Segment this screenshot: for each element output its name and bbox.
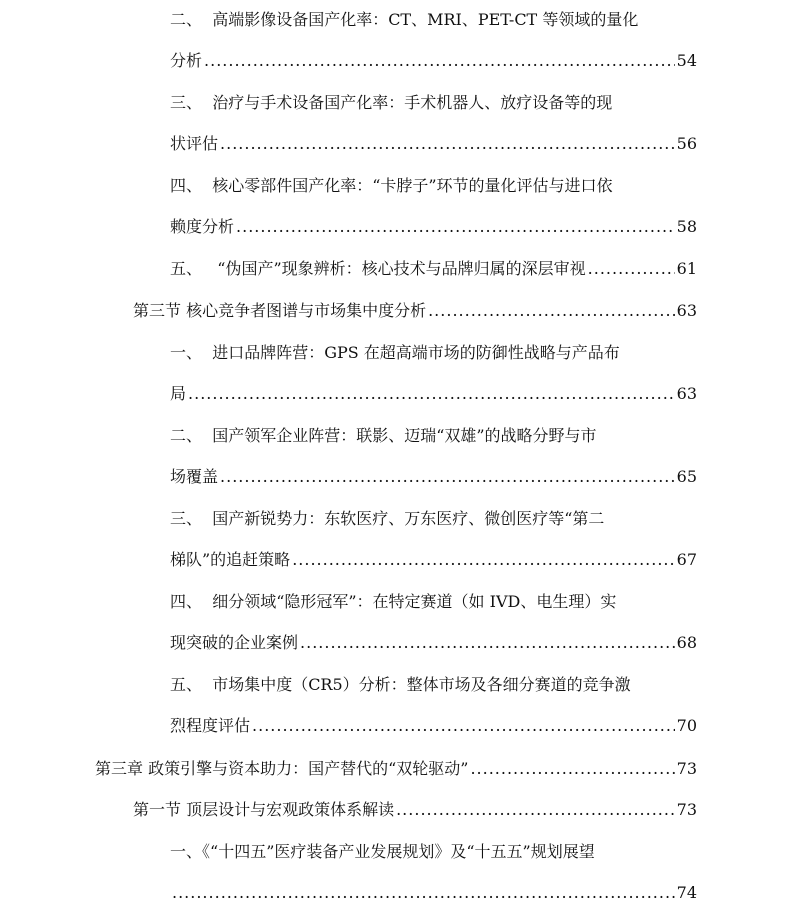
toc-section-title: 第三节 核心竞争者图谱与市场集中度分析	[133, 301, 427, 320]
toc-leader-dots	[292, 550, 674, 570]
toc-entry-heading[interactable]	[170, 842, 595, 862]
toc-entry-title: 国产领军企业阵营：联影、迈瑞“双雄”的战略分野与市	[212, 426, 597, 445]
toc-entry-title-cont: 赖度分析	[170, 217, 235, 236]
toc-entry-title-cont: 梯队”的追赶策略	[170, 550, 291, 569]
toc-page-number: 54	[676, 51, 697, 70]
toc-page-number: 73	[676, 759, 697, 778]
toc-entry-title-cont: 分析	[170, 51, 203, 70]
toc-leader-dots	[172, 883, 675, 903]
toc-leader-dots	[300, 633, 675, 653]
toc-leader-dots	[204, 51, 675, 71]
toc-page-number: 61	[676, 259, 697, 278]
toc-entry-title-cont: 场覆盖	[170, 467, 219, 486]
toc-leader-dots	[188, 384, 675, 404]
toc-entry-heading-text	[170, 259, 586, 279]
toc-entry-number: 三、	[170, 93, 203, 112]
toc-entry-title-cont: 局	[170, 384, 187, 403]
toc-entry-continuation[interactable]	[170, 633, 697, 653]
toc-page-number: 56	[676, 134, 697, 153]
toc-entry-title: 核心零部件国产化率：“卡脖子”环节的量化评估与进口依	[212, 176, 613, 195]
toc-entry-continuation[interactable]	[170, 384, 697, 404]
toc-entry-heading[interactable]	[170, 343, 620, 363]
toc-page-number: 63	[676, 301, 697, 320]
toc-entry-heading[interactable]	[170, 592, 616, 612]
toc-chapter[interactable]	[95, 759, 697, 779]
toc-leader-dots	[236, 217, 675, 237]
toc-leader-dots	[220, 467, 675, 487]
toc-entry-number: 三、	[170, 509, 203, 528]
toc-entry-continuation[interactable]	[170, 716, 697, 736]
toc-leader-dots	[588, 259, 675, 279]
toc-entry-heading[interactable]	[170, 675, 631, 695]
toc-entry-title: 高端影像设备国产化率：CT、MRI、PET-CT 等领域的量化	[212, 10, 639, 29]
toc-leader-dots	[396, 800, 675, 820]
toc-entry-title: 治疗与手术设备国产化率：手术机器人、放疗设备等的现	[212, 93, 613, 112]
toc-entry-heading[interactable]	[170, 509, 604, 529]
toc-entry-heading[interactable]	[170, 176, 613, 196]
toc-section[interactable]	[133, 800, 697, 820]
toc-entry-continuation[interactable]	[170, 550, 697, 570]
toc-entry-title: “伪国产”现象辨析：核心技术与品牌归属的深层审视	[217, 259, 586, 278]
toc-leader-dots	[252, 716, 675, 736]
toc-entry-title-cont: 现突破的企业案例	[170, 633, 299, 652]
toc-entry-title: 《“十四五”医疗装备产业发展规划》及“十五五”规划展望	[202, 842, 595, 861]
toc-entry-title-cont: 状评估	[170, 134, 219, 153]
toc-chapter-title: 第三章 政策引擎与资本助力：国产替代的“双轮驱动”	[95, 759, 469, 778]
toc-entry-title: 市场集中度（CR5）分析：整体市场及各细分赛道的竞争激	[212, 675, 631, 694]
toc-entry-heading[interactable]	[170, 93, 612, 113]
toc-entry-continuation[interactable]	[170, 883, 697, 903]
toc-entry-single[interactable]	[170, 259, 697, 279]
toc-page-number: 58	[676, 217, 697, 236]
toc-leader-dots	[470, 759, 674, 779]
toc-entry-title: 进口品牌阵营：GPS 在超高端市场的防御性战略与产品布	[212, 343, 620, 362]
toc-entry-number: 五、	[170, 675, 203, 694]
toc-entry-number: 二、	[170, 426, 203, 445]
toc-entry-title: 国产新锐势力：东软医疗、万东医疗、微创医疗等“第二	[212, 509, 605, 528]
toc-entry-heading[interactable]	[170, 426, 597, 446]
toc-entry-number: 五、	[170, 259, 203, 278]
toc-page-number: 67	[676, 550, 697, 569]
toc-leader-dots	[220, 134, 675, 154]
toc-page-number: 74	[676, 883, 697, 902]
toc-entry-number: 四、	[170, 176, 203, 195]
toc-entry-number: 一、	[170, 343, 203, 362]
toc-entry-number: 四、	[170, 592, 203, 611]
toc-entry-continuation[interactable]	[170, 217, 697, 237]
toc-page-number: 63	[676, 384, 697, 403]
toc-entry-heading[interactable]	[170, 10, 638, 30]
toc-entry-number: 一、	[170, 842, 203, 861]
toc-entry-title-cont: 烈程度评估	[170, 716, 251, 735]
toc-section[interactable]	[133, 301, 697, 321]
toc-entry-number: 二、	[170, 10, 203, 29]
toc-leader-dots	[428, 301, 675, 321]
toc-section-title: 第一节 顶层设计与宏观政策体系解读	[133, 800, 395, 819]
toc-page-number: 65	[676, 467, 697, 486]
toc-page-number: 70	[676, 716, 697, 735]
toc-page-number: 68	[676, 633, 697, 652]
toc-page-number: 73	[676, 800, 697, 819]
toc-entry-continuation[interactable]	[170, 467, 697, 487]
toc-entry-continuation[interactable]	[170, 134, 697, 154]
toc-entry-title: 细分领域“隐形冠军”：在特定赛道（如 IVD、电生理）实	[212, 592, 617, 611]
toc-entry-continuation[interactable]	[170, 51, 697, 71]
